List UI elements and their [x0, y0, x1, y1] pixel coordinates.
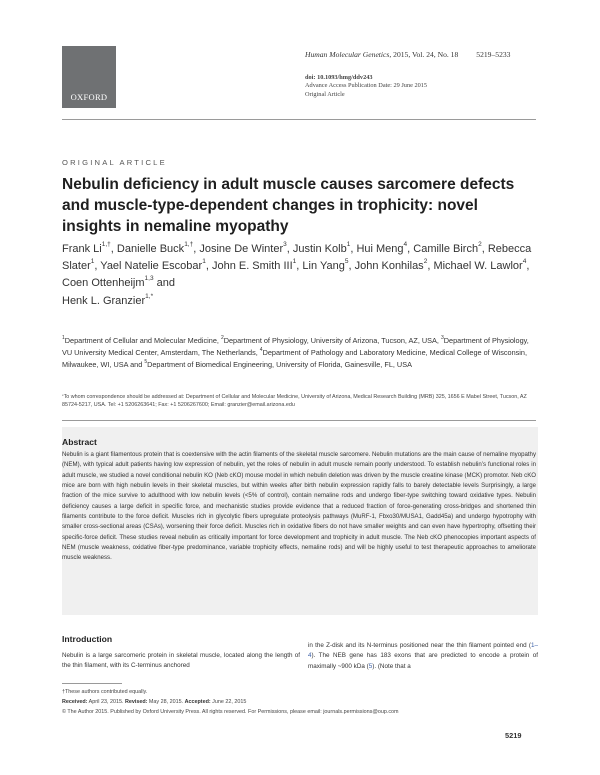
author: Hui Meng$^4$ [356, 241, 408, 255]
reference-link[interactable]: 5 [368, 662, 373, 670]
intro-column-left: Nebulin is a large sarcomeric protein in skeletal muscle, located along the length of the thin filament, with its C-terminus anchored [62, 652, 300, 670]
dates: Received: April 23, 2015. Revised: May 28, 2015. Accepted: June 22, 2015 [62, 699, 247, 705]
author: Yael Natelie Escobar$^1$ [100, 258, 206, 273]
journal-name: Human Molecular Genetics [305, 50, 390, 59]
doi[interactable]: doi: 10.1093/hmg/ddv243 [305, 74, 373, 81]
author: Coen Ottenheijm$^{1,3}$ [62, 275, 154, 290]
introduction-heading: Introduction [62, 634, 113, 644]
author: John E. Smith III$^1$ [211, 258, 297, 273]
author: Henk L. Granzier$^{1,*}$ [62, 292, 154, 307]
affiliation: Department of Cellular and Molecular Medicine, [64, 336, 221, 345]
oxford-logo [62, 46, 116, 108]
article-type: Original Article [305, 90, 345, 98]
header-divider [62, 119, 536, 120]
author: Rebecca Slater$^1$ [62, 243, 532, 273]
equal-contribution-note: †These authors contributed equally. [62, 689, 148, 695]
page-number: 5219 [505, 731, 522, 740]
abstract-divider [62, 420, 536, 421]
reference-link[interactable]: 1–4 [308, 642, 538, 660]
author: Camille Birch$^2$ [413, 241, 482, 255]
article-title: Nebulin deficiency in adult muscle causes sarcomere defects and muscle-type-dependent changes in trophicity: novel insights in nemaline myopathy [62, 176, 515, 235]
author: Josine De Winter$^3$ [199, 241, 287, 255]
correspondence: *To whom correspondence should be addressed at: Department of Cellular and Molecular Medicine, University of Arizona, Medical Research Building (MRB) 325, 1656 E Mabel Street, Tucson, AZ 85724-5217, USA. Tel: +1 5206263641; Fax: +1 5206267600; Email: granzier@email.arizona.edu [62, 393, 527, 409]
author: Justin Kolb$^1$ [292, 241, 351, 255]
author: Frank $Li^{1,\dagger}$ [62, 241, 111, 255]
section-label: ORIGINAL ARTICLE [62, 158, 167, 167]
correspondence-text: To whom correspondence should be addressed at: Department of Cellular and Molecular Medicine, University of Arizona, Medical Research Building (MRB) 325, 1656 E Mabel Street, Tucson, AZ 85724-5217, USA. Tel: +1 5206263641; Fax: +1 5206267600; Email: granzier@email.arizona.edu [62, 394, 527, 409]
affiliation: Department of Biomedical Engineering, University of Florida, Gainesville, FL, USA [147, 360, 412, 369]
copyright: © The Author 2015. Published by Oxford University Press. All rights reserved. For Permissions, please email: journals.permissions@oup.com [62, 709, 399, 715]
affiliation: Department of Physiology, University of Arizona, Tucson, AZ, USA, [223, 336, 441, 345]
abstract-text: Nebulin is a giant filamentous protein that is coextensive with the actin filaments of the skeletal muscle sarcomere. Nebulin mutations are the main cause of nemaline myopathy (NEM), with typical adult patients having low expression of nebulin, yet the roles of nebulin in adult muscle remain poorly understood. To establish nebulin’s functional roles in adult muscle, we studied a novel conditional nebulin KO (Neb cKO) mouse model in which nebulin deletion was driven by the muscle creatine kinase (MCK) promotor. Neb cKO mice are born with high nebulin levels in their skeletal muscles, but within weeks after birth nebulin expression rapidly falls to barely detectable levels Surprisingly, a large fraction of the mice survive to adulthood with low nebulin levels (<5% of control), contain nemaline rods and undergo fiber-type switching toward oxidative types. Nebulin deficiency causes a large deficit in specific force, and mechanistic studies provide evidence that a reduced fraction of force-generating cross-bridges and shortened thin filaments contribute to the force deficit. Muscles rich in glycolytic fibers upregulate proteolysis pathways (MuRF-1, Fbxo30/MUSA1, Gadd45a) and undergo hypotrophy with smaller cross-sectional areas (CSAs), worsening their force deficit. Muscles rich in oxidative fibers do not have smaller weights and can even have hypertrophy, offsetting their specific-force deficit. These studies reveal nebulin as critically important for force development and trophicity in adult muscle. The Neb cKO phenocopies important aspects of NEM (muscle weakness, oxidative fiber-type predominance, variable trophicity effects, nemaline rods) and will be highly useful to test therapeutic approaches to ameliorate muscle weakness. [62, 451, 536, 562]
footnote-divider [62, 683, 122, 684]
author: Danielle Buck$^{1,\dagger}$ [116, 241, 194, 255]
journal-details: , 2015, Vol. 24, No. 18 [389, 50, 459, 59]
journal-citation [305, 50, 510, 59]
author: Michael W. Lawlor$^4$ [433, 258, 527, 273]
logo-text: OXFORD [70, 92, 108, 102]
affiliation: Department of Pathology and Laboratory Medicine, Medical College of Wisconsin, Milwaukee, WI, USA and [62, 348, 528, 369]
footnotes [62, 687, 540, 717]
authors-and: and [156, 277, 176, 290]
author: Lin Yang$^5$ [302, 258, 349, 273]
page-range: 5219–5233 [476, 50, 511, 59]
intro-column-right: in the Z-disk and its N-terminus positioned near the thin filament pointed end (1–4). The NEB gene has 183 exons that are predicted to encode a protein of maximally ~900 kDa (5). (Note that a [308, 642, 538, 670]
affiliations: $^1$Department of Cellular and Molecular Medicine, $^2$Department of Physiology, University of Arizona, Tucson, AZ, USA, $^3$Department of Physiology, VU University Medical Center, Amsterdam, The Netherlands, $^4$Department of Pathology and Laboratory Medicine, Medical College of Wisconsin, Milwaukee, WI, USA and $^5$Department of Biomedical Engineering, University of Florida, Gainesville, FL, USA [62, 335, 529, 369]
advance-access-date: Advance Access Publication Date: 29 June 2015 [305, 82, 428, 90]
affiliation: Department of Physiology, VU University Medical Center, Amsterdam, The Netherlands, [62, 336, 529, 357]
author-list: Frank $Li^{1,\dagger}$, Danielle Buck$^{1,\dagger}$, Josine De Winter$^3$, Justin Kolb$^1$, Hui Meng$^4$, Camille Birch$^2$, Rebecca Slater$^1$, Yael Natelie Escobar$^1$, John E. Smith III$^1$, Lin Yang$^5$, John Konhilas$^2$, Michael W. Lawlor$^4$, Coen Ottenheijm$^{1,3}$ and Henk L. Granzier$^{1,*}$ [62, 241, 532, 307]
article-meta [305, 74, 427, 99]
author: John Konhilas$^2$ [354, 258, 428, 273]
abstract-heading: Abstract [62, 437, 97, 447]
